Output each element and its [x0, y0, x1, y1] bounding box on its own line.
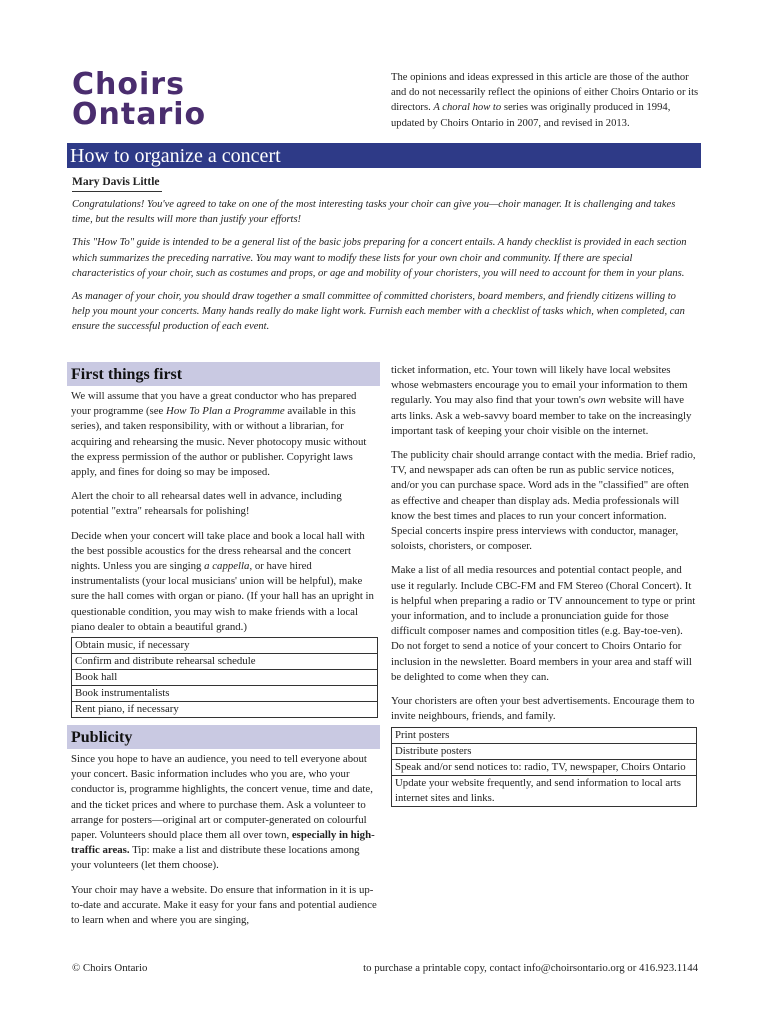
checklist-item: Distribute posters [392, 744, 697, 760]
paragraph: Make a list of all media resources and potential contact people, and use it regularly. Include CBC-FM and FM Stereo (Choral Concert). It is helpful when preparing a radio or TV announcement to type or print your information, and to include a pronunciation guide for those difficult composer names and composition titles (e.g. Bay-toe-ven). Do not forget to send a notice of your concert to Choirs Ontario for inclusion in the newsletter. Board members in your area and staff will be delighted to come when they can. [391, 564, 696, 683]
paragraph: Since you hope to have an audience, you need to tell everyone about your concert. Basic information includes who you are, who your conductor is, programme highlights, the concert venue, time and date, and the ticket prices and where to purchase them. Ask a volunteer to arrange for posters—original art or computer-generated on colourful paper. Volunteers should place them all over town, especially in high-traffic areas. Tip: make a list and distribute these locations among your volunteers (let them choose). [71, 753, 375, 872]
footer-contact: to purchase a printable copy, contact info@choirsontario.org or 416.923.1144 [363, 962, 698, 974]
paragraph: We will assume that you have a great conductor who has prepared your programme (see How To Plan a Programme available in this series), and taken responsibility, with or without a librarian, for acquiring and rehearsing the music. Never photocopy music without the express permission of the author or publisher. Copyright laws apply, and fines for doing so may be imposed. [71, 390, 367, 479]
checklist-item: Confirm and distribute rehearsal schedule [72, 654, 378, 670]
choirs-ontario-logo [72, 67, 212, 132]
paragraph: Your choir may have a website. Do ensure that information in it is up-to-date and accurate. Make it easy for your fans and potential audience to learn when and where you are singing, [71, 883, 377, 927]
paragraph: ticket information, etc. Your town will likely have local websites whose webmasters encourage you to email your information to them regularly. You may also find that your town's own website will have arts links. Ask a web-savvy board member to take on the increasingly important task of keeping your choir visible on the internet. [391, 364, 692, 437]
disclaimer-text: The opinions and ideas expressed in this article are those of the author and do not necessarily reflect the opinions of either Choirs Ontario or its directors. [391, 72, 699, 114]
footer-copyright: © Choirs Ontario [72, 962, 148, 974]
section-heading-publicity: Publicity [71, 729, 133, 746]
author-name: Mary Davis Little [72, 176, 162, 192]
title-bar [67, 143, 701, 168]
checklist-item: Book instrumentalists [72, 686, 378, 702]
paragraph: Your choristers are often your best advertisements. Encourage them to invite neighbours, friends, and family. [391, 695, 695, 723]
intro-paragraph: This "How To" guide is intended to be a general list of the basic jobs preparing for a concert entails. A handy checklist is provided in each section which summarizes the preceding narrative. You may want to modify these lists for your own choir and community. If there are special characteristics of your choir, such as costumes and props, or age and mobility of your choristers, you will need to account for them in your plans. [72, 237, 687, 279]
checklist-publicity [391, 727, 697, 807]
paragraph: Alert the choir to all rehearsal dates well in advance, including potential "extra" rehearsals for polishing! [71, 490, 342, 518]
intro-paragraph: As manager of your choir, you should draw together a small committee of committed choristers, board members, and friendly citizens willing to help you mount your concerts. Many hands really do make light work. Furnish each member with a checklist of tasks which, when completed, can ensure the successful production of each event. [72, 291, 685, 333]
checklist-item: Speak and/or send notices to: radio, TV, newspaper, Choirs Ontario [392, 760, 697, 776]
logo-line-1: Choirs [72, 67, 185, 102]
checklist-item: Print posters [392, 728, 697, 744]
checklist-item: Obtain music, if necessary [72, 638, 378, 654]
logo-line-2: Ontario [72, 97, 207, 132]
checklist-item: Update your website frequently, and send information to local arts internet sites and links. [392, 776, 697, 807]
section-heading-first-things: First things first [71, 366, 183, 383]
section-heading-bar [67, 362, 380, 386]
reference-title: How To Plan a Programme [166, 405, 285, 418]
disclaimer-text-2: series was originally produced in 1994, updated by Choirs Ontario in 2007, and revised in 2013. [391, 102, 671, 129]
checklist-first-things [71, 637, 378, 718]
checklist-item: Book hall [72, 670, 378, 686]
left-column [67, 362, 380, 718]
right-column [391, 363, 697, 807]
series-title: A choral how to [433, 102, 502, 114]
page-title: How to organize a concert [70, 145, 281, 167]
publicity-section [67, 725, 380, 937]
disclaimer [391, 70, 701, 131]
intro-paragraph: Congratulations! You've agreed to take on one of the most interesting tasks your choir can give you—choir manager. It is challenging and takes time, but the results will more than justify your efforts! [72, 199, 676, 226]
paragraph: The publicity chair should arrange contact with the media. Brief radio, TV, and newspaper ads can often be run as public service notices, and/or you can purchase space. Word ads in the "classified" are often as effective and cheaper than display ads. Media professionals will know the best times and places to run your concert information. Special concerts inspire press interviews with conductor, manager, soloists, choristers, or composer. [391, 449, 696, 553]
intro [72, 197, 696, 343]
paragraph: Decide when your concert will take place and book a local hall with the best possible acoustics for the dress rehearsal and the concert nights. Unless you are singing a cappella, or have hired instrumentalists (your local musicians' union will be helpful), make sure the hall comes with organ or piano. (If your hall has an upright in questionable condition, you may wish to make friends with a local piano dealer to obtain a beautiful grand.) [71, 529, 374, 633]
checklist-item: Rent piano, if necessary [72, 702, 378, 718]
section-heading-bar [67, 725, 380, 749]
